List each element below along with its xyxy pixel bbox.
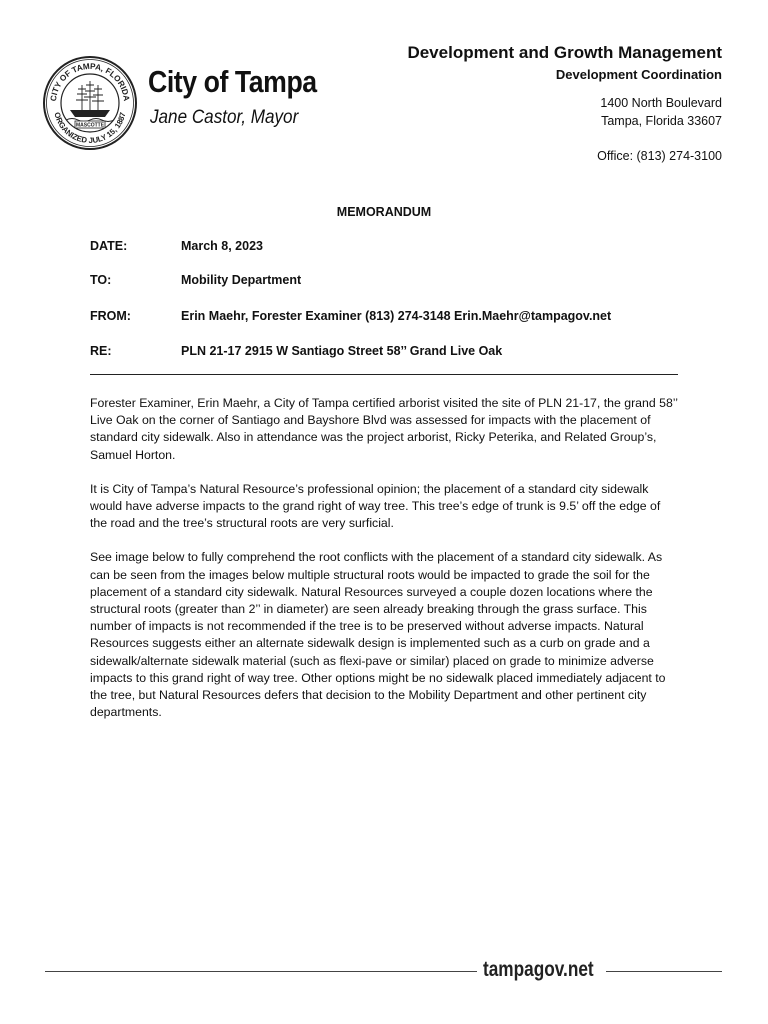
address-line-1: 1400 North Boulevard: [600, 96, 722, 110]
city-seal: [42, 55, 138, 151]
from-value: Erin Maehr, Forester Examiner (813) 274-3148 Erin.Maehr@tampagov.net: [181, 309, 612, 323]
department-block: [407, 42, 722, 165]
body-paragraph-2: It is City of Tampa’s Natural Resource’s professional opinion; the placement of a standard city sidewalk would have adverse impacts to the grand right of way tree. This tree’s edge of trunk is 9.5’ off the edge of the road and the tree’s structural roots are very surficial.: [90, 481, 661, 531]
office-phone: Office: (813) 274-3100: [597, 149, 722, 163]
footer-rule-left: [45, 971, 477, 972]
city-name: City of Tampa: [148, 64, 317, 99]
svg-text:CITY OF TAMPA, FLORIDA: CITY OF TAMPA, FLORIDA: [48, 61, 132, 102]
date-value: March 8, 2023: [181, 239, 263, 253]
memo-body: [90, 395, 680, 738]
address-line-2: Tampa, Florida 33607: [601, 114, 722, 128]
svg-text:MASCOTTE: MASCOTTE: [75, 122, 105, 129]
division-name: Development Coordination: [555, 67, 722, 82]
mayor-name: Jane Castor, Mayor: [150, 107, 299, 128]
city-seal-icon: [42, 55, 138, 151]
footer-rule-right: [606, 971, 722, 972]
department-name: Development and Growth Management: [407, 43, 722, 62]
re-label: RE:: [90, 344, 112, 358]
re-value: PLN 21-17 2915 W Santiago Street 58’’ Grand Live Oak: [181, 344, 503, 358]
body-paragraph-1: Forester Examiner, Erin Maehr, a City of Tampa certified arborist visited the site of PLN 21-17, the grand 58’’ Live Oak on the corner of Santiago and Bayshore Blvd was assessed for impacts with the placement of standard city sidewalk. Also in attendance was the project arborist, Ricky Peterika, and Related Group’s, Samuel Horton.: [90, 396, 678, 462]
date-label: DATE:: [90, 239, 128, 253]
header-divider: [90, 374, 678, 375]
svg-text:ORGANIZED JULY 15, 1887: ORGANIZED JULY 15, 1887: [52, 111, 128, 146]
from-label: FROM:: [90, 309, 131, 323]
footer-website-link[interactable]: tampagov.net: [483, 958, 594, 981]
body-paragraph-3: See image below to fully comprehend the root conflicts with the placement of a standard city sidewalk. As can be seen from the images below multiple structural roots would be impacted to grade the soil for the placement of a standard city sidewalk. Natural Resources surveyed a couple dozen locations where the structural roots (greater than 2’’ in diameter) are seen already breaking through the grass surface. This number of impacts is not recommended if the tree is to be preserved without adverse impacts. Natural Resources suggests either an alternate sidewalk design is implemented such as a curb on grade and a sidewalk/alternate sidewalk material (such as flexi-pave or similar) placed on grade to minimize adverse impacts to this grand right of way tree. Other options might be no sidewalk placed immediately adjacent to the tree, but Natural Resources defers that decision to the Mobility Department and other pertinent city departments.: [90, 550, 666, 720]
to-label: TO:: [90, 273, 112, 287]
memo-title: MEMORANDUM: [336, 205, 432, 219]
to-value: Mobility Department: [181, 273, 302, 287]
